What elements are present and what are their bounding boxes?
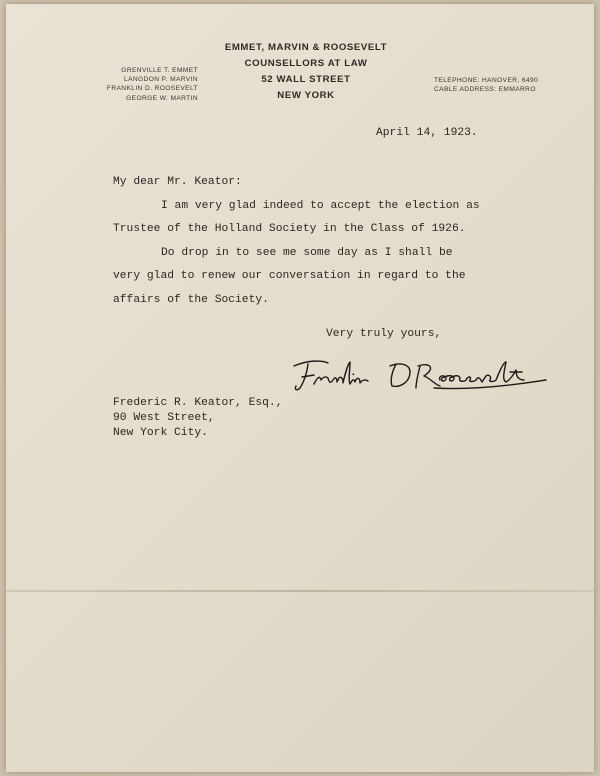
firm-street: 52 WALL STREET: [261, 74, 351, 85]
firm-city: NEW YORK: [277, 90, 335, 101]
salutation: My dear Mr. Keator:: [113, 176, 242, 188]
partner-name: LANGDON P. MARVIN: [124, 76, 198, 84]
letterhead-center: [206, 40, 406, 104]
paper-fold: [6, 590, 594, 592]
addressee-line: 90 West Street,: [113, 412, 215, 424]
body-line: I am very glad indeed to accept the election as: [161, 200, 480, 212]
cable-address: CABLE ADDRESS: EMMARRO: [434, 86, 536, 94]
addressee-line: New York City.: [113, 427, 208, 439]
partner-name: GEORGE W. MARTIN: [126, 94, 198, 102]
closing: Very truly yours,: [326, 328, 442, 340]
addressee-line: Frederic R. Keator, Esq.,: [113, 397, 283, 409]
body-line: affairs of the Society.: [113, 294, 269, 306]
body-line: very glad to renew our conversation in regard to the: [113, 270, 466, 282]
partner-name: GRENVILLE T. EMMET: [121, 67, 198, 74]
firm-subtitle: COUNSELLORS AT LAW: [244, 58, 368, 69]
contact-info: [434, 76, 554, 94]
partners-list: [68, 66, 198, 103]
letter-date: April 14, 1923.: [376, 127, 478, 139]
firm-name: EMMET, MARVIN & ROOSEVELT: [224, 42, 388, 53]
body-line: Trustee of the Holland Society in the Class of 1926.: [113, 223, 466, 235]
letter-page: [6, 4, 594, 772]
signature: [288, 350, 550, 398]
body-line: Do drop in to see me some day as I shall be: [161, 247, 453, 259]
telephone: TELEPHONE: HANOVER, 6490: [434, 77, 539, 84]
partner-name: FRANKLIN D. ROOSEVELT: [106, 85, 198, 93]
